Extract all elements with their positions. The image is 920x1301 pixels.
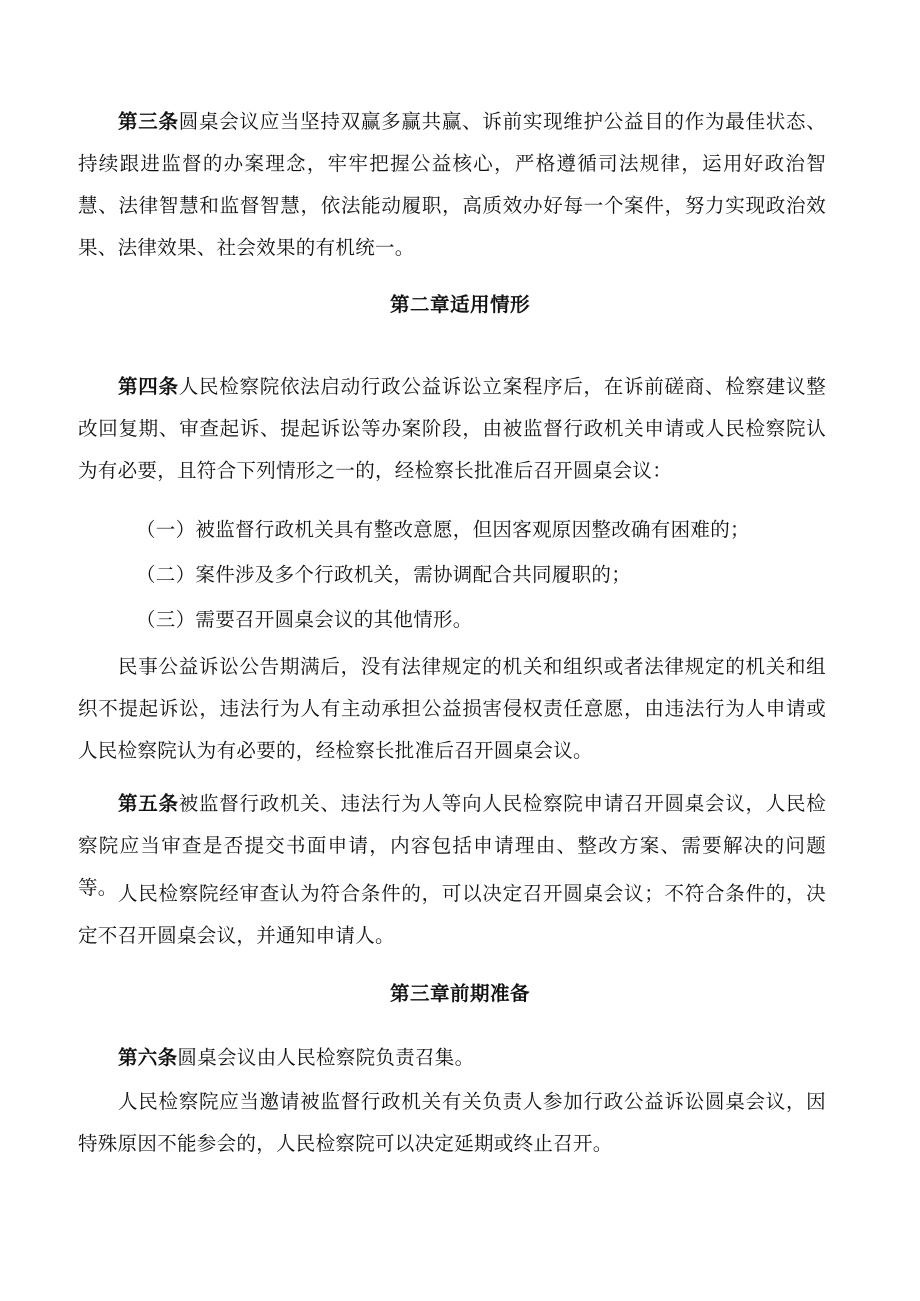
article-4-paragraph [78, 366, 826, 492]
article-6-paragraph [78, 1037, 826, 1079]
article-4-number: 第四条 [118, 375, 179, 398]
article-4-item-3: （三）需要召开圆桌会议的其他情形。 [136, 608, 473, 631]
article-4-item-1: （一）被监督行政机关具有整改意愿，但因客观原因整改确有困难的； [136, 518, 750, 541]
article-4-item-2: （二）案件涉及多个行政机关，需协调配合共同履职的； [136, 563, 632, 586]
article-3-text: 圆桌会议应当坚持双赢多赢共赢、诉前实现维护公益目的作为最佳状态、持续跟进监督的办案理念，牢牢把握公益核心，严格遵循司法规律，运用好政治智慧、法律智慧和监督智慧，依法能动履职，高质效办好每一个案件，努力实现政治效果、法律效果、社会效果的有机统一。 [78, 110, 826, 259]
article-3-paragraph [78, 101, 826, 269]
chapter-2-heading: 第二章适用情形 [389, 293, 530, 316]
article-4-text: 人民检察院依法启动行政公益诉讼立案程序后，在诉前磋商、检察建议整改回复期、审查起诉、提起诉讼等办案阶段，由被监督行政机关申请或人民检察院认为有必要，且符合下列情形之一的，经检察长批准后召开圆桌会议： [78, 375, 826, 482]
article-6-text: 圆桌会议由人民检察院负责召集。 [177, 1046, 475, 1069]
article-6-paragraph-2: 人民检察院应当邀请被监督行政机关有关负责人参加行政公益诉讼圆桌会议，因特殊原因不能参会的，人民检察院可以决定延期或终止召开。 [78, 1090, 826, 1155]
article-5-text: 被监督行政机关、违法行为人等向人民检察院申请召开圆桌会议，人民检察院应当审查是否提交书面申请，内容包括申请理由、整改方案、需要解决的问题等。 [78, 792, 826, 899]
article-5-paragraph-2: 人民检察院经审查认为符合条件的，可以决定召开圆桌会议；不符合条件的，决定不召开圆桌会议，并通知申请人。 [78, 882, 826, 947]
chapter-3-heading: 第三章前期准备 [389, 982, 530, 1005]
article-4-paragraph-2: 民事公益诉讼公告期满后，没有法律规定的机关和组织或者法律规定的机关和组织不提起诉讼，违法行为人有主动承担公益损害侵权责任意愿，由违法行为人申请或人民检察院认为有必要的，经检察长批准后召开圆桌会议。 [78, 655, 826, 762]
article-3-number: 第三条 [118, 110, 179, 133]
article-5-number: 第五条 [118, 792, 179, 815]
article-6-number: 第六条 [118, 1046, 178, 1069]
